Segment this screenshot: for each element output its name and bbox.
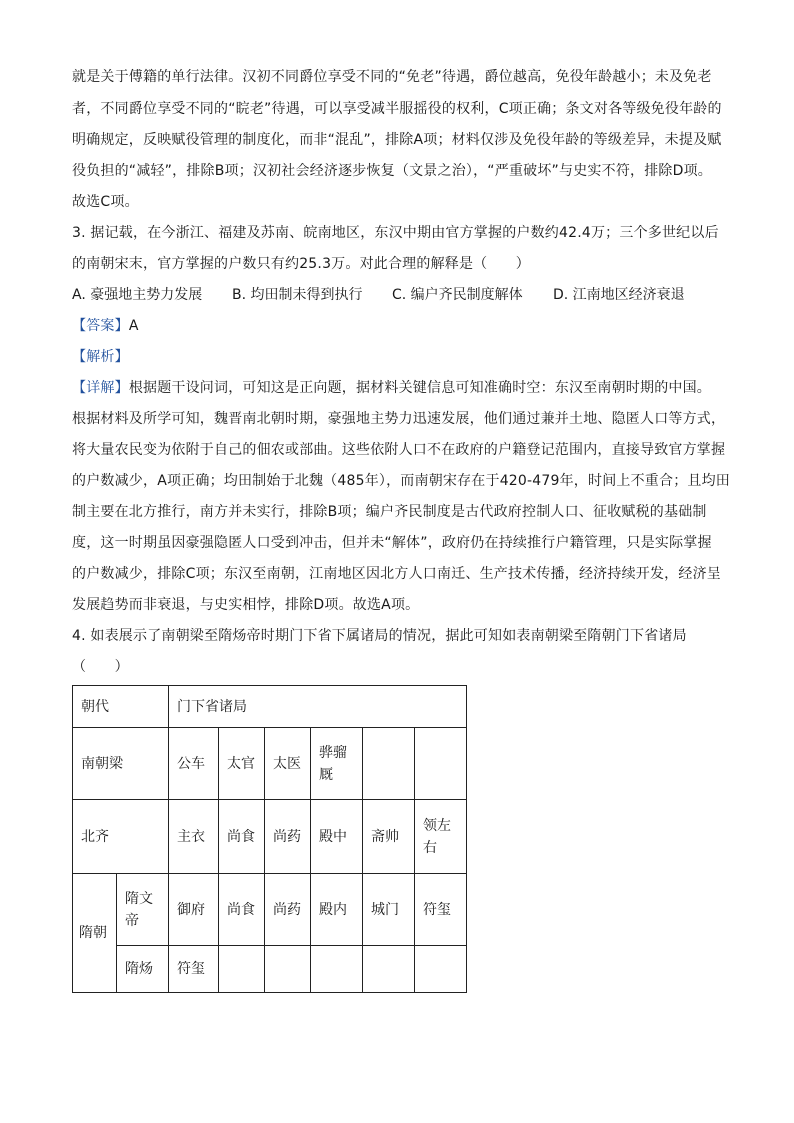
text-line: 役负担的“减轻”，排除B项；汉初社会经济逐步恢复（文景之治），“严重破坏”与史实不符，排除D项。 xyxy=(72,163,712,179)
option-d: D. 江南地区经济衰退 xyxy=(553,287,685,303)
question-3-options xyxy=(72,286,685,304)
table-row xyxy=(73,874,467,946)
table-cell xyxy=(363,728,415,800)
header-bureaus: 门下省诸局 xyxy=(169,686,467,728)
question-3-stem: 3. 据记载，在今浙江、福建及苏南、皖南地区，东汉中期由官方掌握的户数约42.4万；三个多世纪以后 xyxy=(72,225,719,241)
analysis-line: 的户数减少，排除C项；东汉至南朝，江南地区因北方人口南迁、生产技术传播，经济持续开发，经济呈 xyxy=(72,566,721,582)
table-cell: 主衣 xyxy=(169,800,219,874)
table-cell: 御府 xyxy=(169,874,219,946)
table-cell: 太官 xyxy=(219,728,265,800)
table-cell xyxy=(311,946,363,993)
table-row xyxy=(73,800,467,874)
table-cell xyxy=(415,728,467,800)
row-label: 南朝梁 xyxy=(73,728,169,800)
table-cell xyxy=(219,946,265,993)
option-c: C. 编户齐民制度解体 xyxy=(392,287,523,303)
table-row xyxy=(73,686,467,728)
table-row xyxy=(73,946,467,993)
option-b: B. 均田制未得到执行 xyxy=(232,287,363,303)
analysis-line: 【详解】根据题干设问词，可知这是正向题，据材料关键信息可知准确时空：东汉至南朝时期的中国。 xyxy=(72,380,712,396)
text-line: 者，不同爵位享受不同的“睆老”待遇，可以享受减半服摇役的权利，C项正确；条文对各等级免役年龄的 xyxy=(72,101,722,117)
row-sublabel: 隋炀 xyxy=(117,946,169,993)
table-cell xyxy=(415,946,467,993)
text-line: 明确规定，反映赋役管理的制度化，而非“混乱”，排除A项；材料仅涉及免役年龄的等级差异，未提及赋 xyxy=(72,132,722,148)
analysis-line: 根据材料及所学可知，魏晋南北朝时期，豪强地主势力迅速发展，他们通过兼并土地、隐匿人口等方式， xyxy=(72,411,726,427)
table-cell: 骅骝厩 xyxy=(311,728,363,800)
text-line: 就是关于傅籍的单行法律。汉初不同爵位享受不同的“免老”待遇，爵位越高，免役年龄越小；未及免老 xyxy=(72,69,712,85)
header-dynasty: 朝代 xyxy=(73,686,169,728)
table-cell: 殿中 xyxy=(311,800,363,874)
detail-label: 【详解】 xyxy=(72,380,129,396)
analysis-line: 的户数减少，A项正确；均田制始于北魏（485年），而南朝宋存在于420-479年，时间上不重合；且均田 xyxy=(72,473,730,489)
analysis-line: 将大量农民变为依附于自己的佃农或部曲。这些依附人口不在政府的户籍登记范围内，直接导致官方掌握 xyxy=(72,442,726,458)
answer-label: 【答案】 xyxy=(72,318,129,334)
table-cell xyxy=(265,946,311,993)
table-cell: 尚食 xyxy=(219,800,265,874)
table-cell: 领左右 xyxy=(415,800,467,874)
table-cell: 殿内 xyxy=(311,874,363,946)
table-cell: 太医 xyxy=(265,728,311,800)
table-row xyxy=(73,728,467,800)
answer-value: A xyxy=(128,318,139,334)
table-cell: 公车 xyxy=(169,728,219,800)
table-cell: 斋帅 xyxy=(363,800,415,874)
question-3-stem: 的南朝宋末，官方掌握的户数只有约25.3万。对此合理的解释是（ ） xyxy=(72,256,530,272)
option-a: A. 豪强地主势力发展 xyxy=(72,287,203,303)
analysis-line: 度，这一时期虽因豪强隐匿人口受到冲击，但并未“解体”，政府仍在持续推行户籍管理，只是实际掌握 xyxy=(72,535,712,551)
analysis-label: 【解析】 xyxy=(72,349,129,365)
table-cell: 符玺 xyxy=(169,946,219,993)
text-line: 故选C项。 xyxy=(72,194,139,210)
bureaus-table xyxy=(72,685,467,993)
answer-line xyxy=(72,317,139,335)
table-cell: 尚食 xyxy=(219,874,265,946)
row-label: 隋朝 xyxy=(73,874,117,993)
analysis-line: 制主要在北方推行，南方并未实行，排除B项；编户齐民制度是古代政府控制人口、征收赋税的基础制 xyxy=(72,504,707,520)
question-4-stem: 4. 如表展示了南朝梁至隋炀帝时期门下省下属诸局的情况，据此可知如表南朝梁至隋朝门下省诸局 xyxy=(72,628,687,644)
analysis-line: 发展趋势而非衰退，与史实相悖，排除D项。故选A项。 xyxy=(72,597,420,613)
table-cell: 尚药 xyxy=(265,800,311,874)
question-4-stem: （ ） xyxy=(72,659,129,675)
table-cell: 尚药 xyxy=(265,874,311,946)
table-cell xyxy=(363,946,415,993)
row-sublabel: 隋文帝 xyxy=(117,874,169,946)
table-cell: 城门 xyxy=(363,874,415,946)
table-cell: 符玺 xyxy=(415,874,467,946)
row-label: 北齐 xyxy=(73,800,169,874)
